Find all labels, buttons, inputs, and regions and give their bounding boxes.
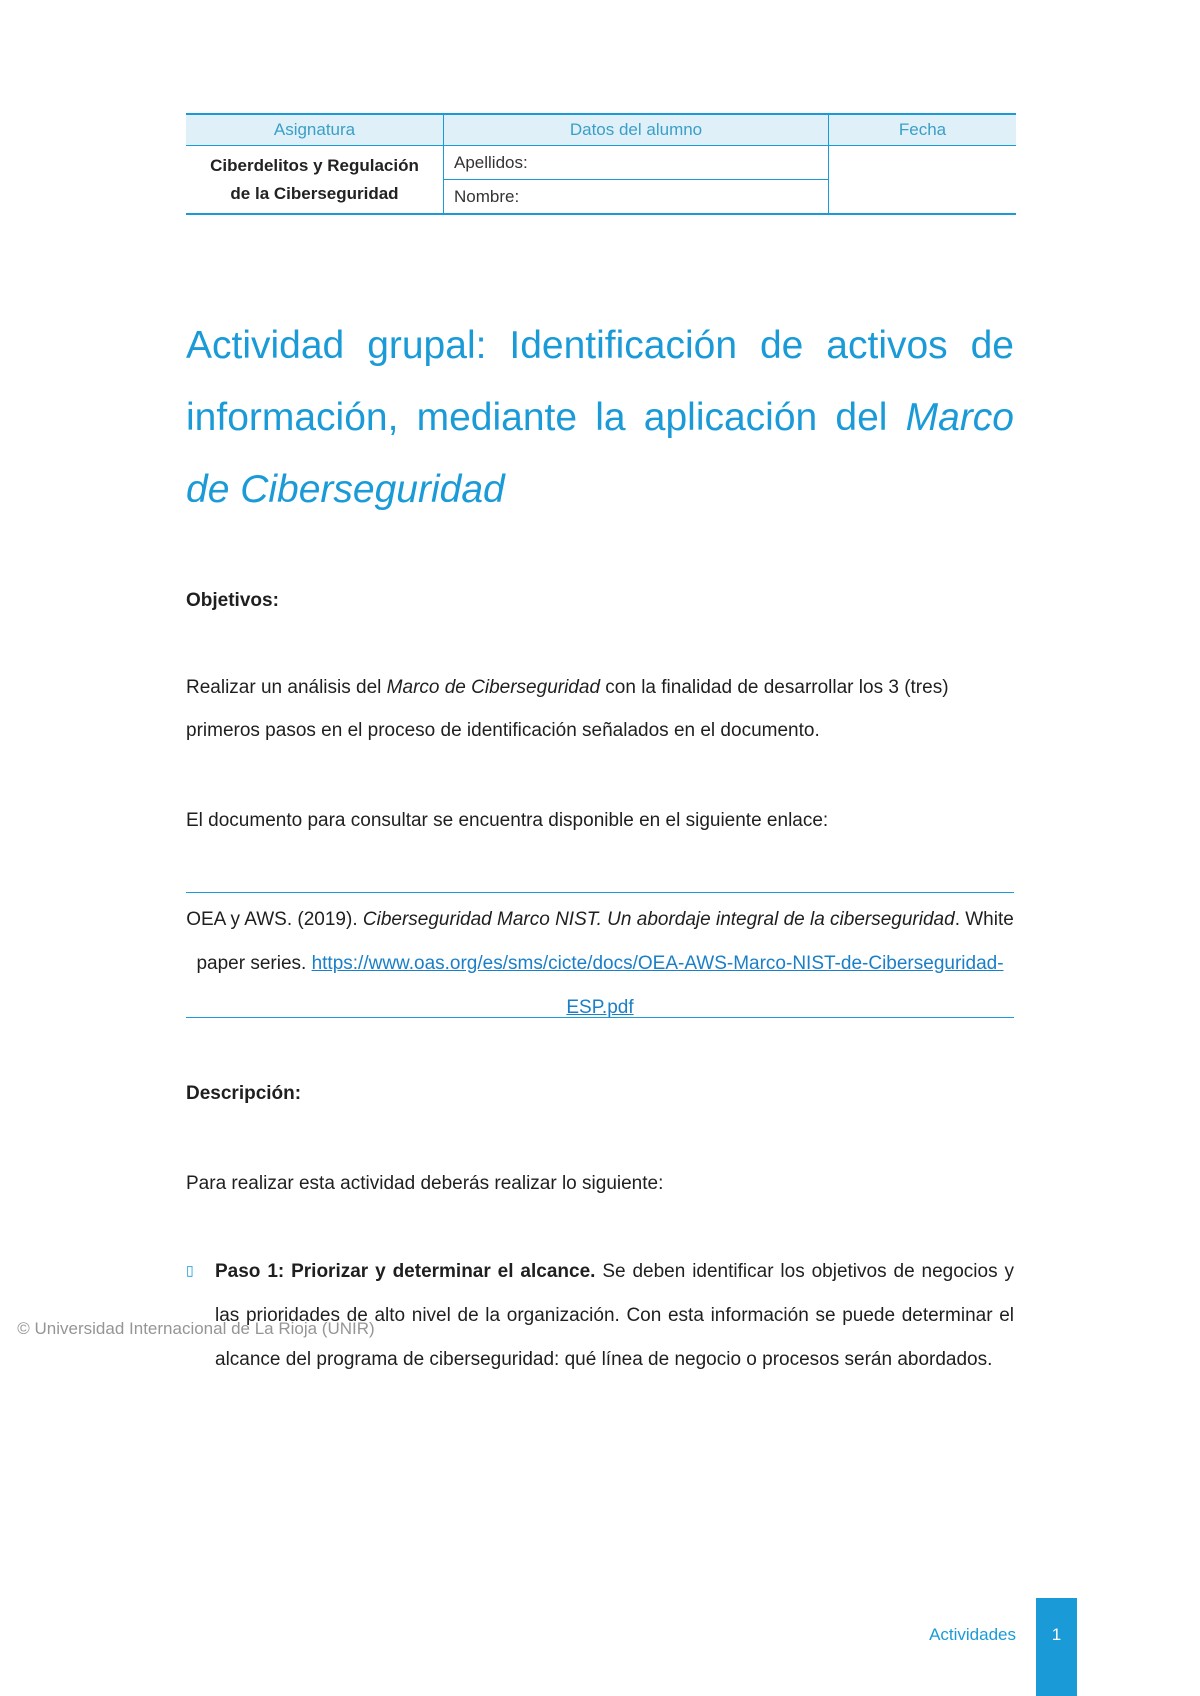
title-text: Actividad grupal: Identificación de activos de información, mediante la aplicación del (186, 324, 1014, 439)
description-intro: Para realizar esta actividad deberás realizar lo siguiente: (186, 1173, 664, 1194)
page-number: 1 (1051, 1625, 1062, 1644)
objectives-heading: Objetivos: (186, 590, 279, 611)
objectives-text-a: Realizar un análisis del (186, 677, 387, 698)
header-table (186, 113, 1016, 215)
objectives-paragraph (186, 666, 1014, 752)
page-title (186, 310, 1014, 526)
step-1-title: Paso 1: Priorizar y determinar el alcance. (215, 1261, 596, 1282)
objectives-text-b: con la finalidad de desarrollar los 3 (tres) primeros pasos en el proceso de identificación señalados en el documento. (186, 677, 949, 741)
reference-box (186, 892, 1014, 1018)
date-cell (829, 146, 1017, 215)
col-date-header: Fecha (829, 114, 1017, 146)
step-1-item (215, 1250, 1014, 1382)
reference-link[interactable]: https://www.oas.org/es/sms/cicte/docs/OEA-AWS-Marco-NIST-de-Ciberseguridad-ESP.pdf (311, 953, 1004, 1018)
square-bullet-icon: ▯ (186, 1262, 194, 1278)
page-number-box (1036, 1598, 1077, 1696)
step-1-text: Se deben identificar los objetivos de negocios y las prioridades de alto nivel de la organización. Con esta información se puede determinar el alcance del programa de ciberseguridad: qué línea de negocio o procesos serán abordados. (215, 1261, 1014, 1370)
objectives-italic: Marco de Ciberseguridad (386, 677, 601, 698)
col-subject-header: Asignatura (186, 114, 444, 146)
link-intro-paragraph: El documento para consultar se encuentra disponible en el siguiente enlace: (186, 810, 829, 831)
col-student-header: Datos del alumno (444, 114, 829, 146)
subject-line-1: Ciberdelitos y Regulación (210, 155, 419, 175)
surname-field: Apellidos: (444, 146, 829, 180)
reference-series: . White paper series. (196, 909, 1014, 974)
watermark: © Universidad Internacional de La Rioja (UNIR) (17, 1319, 375, 1338)
reference-authors: OEA y AWS. (2019). (186, 909, 363, 930)
description-heading: Descripción: (186, 1083, 302, 1104)
footer-label: Actividades (929, 1625, 1016, 1644)
subject-cell (186, 146, 444, 215)
subject-line-2: de la Ciberseguridad (230, 183, 399, 203)
name-field: Nombre: (444, 180, 829, 215)
reference-title: Ciberseguridad Marco NIST. Un abordaje integral de la ciberseguridad (362, 909, 955, 930)
title-italic: Marco de Ciberseguridad (186, 396, 1014, 511)
